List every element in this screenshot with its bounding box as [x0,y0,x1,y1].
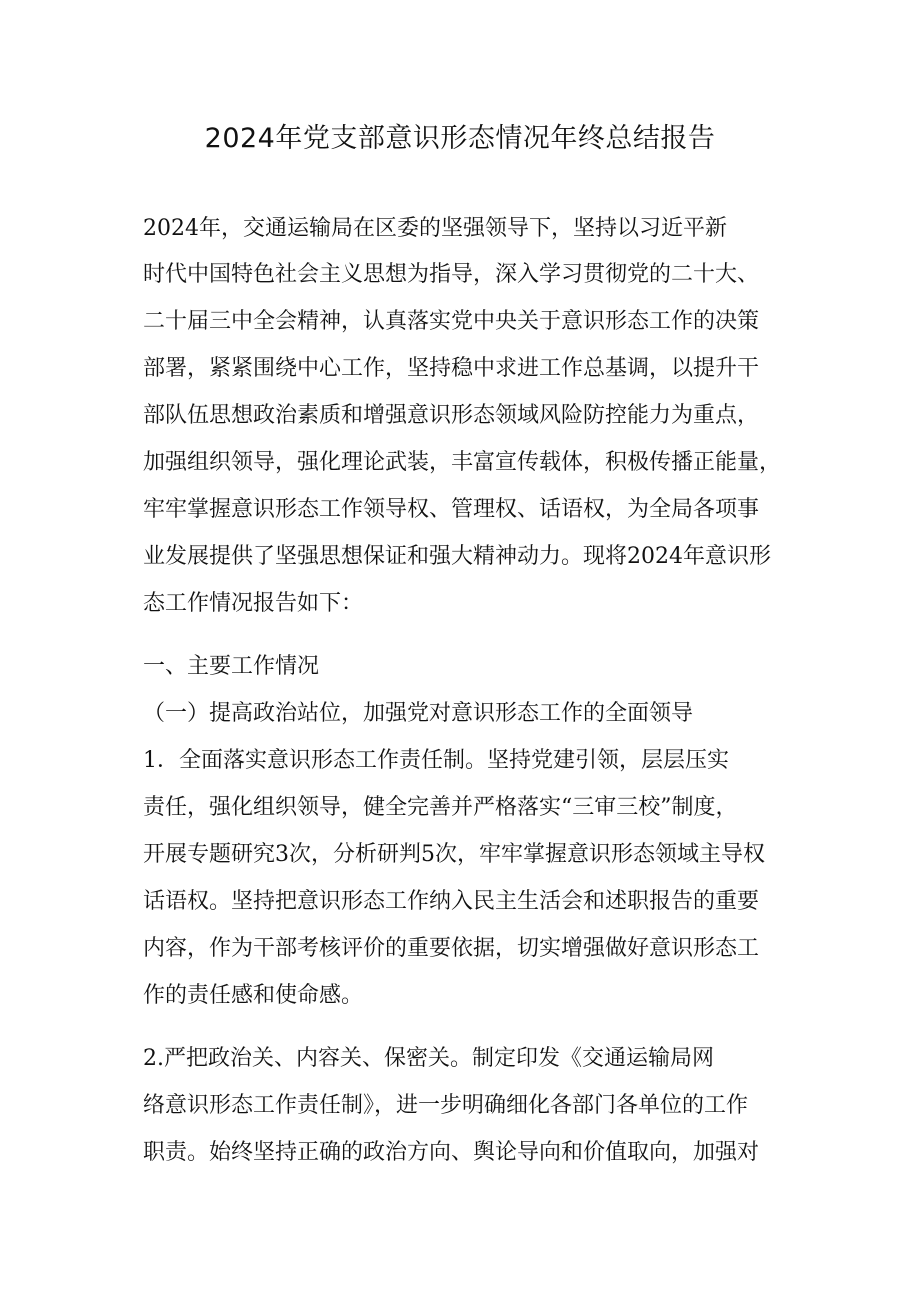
body-line-18: 2.严把政治关、内容关、保密关。制定印发《交通运输局网 [143,1046,714,1071]
section-heading-1: 一、主要工作情况 [143,654,320,679]
body-line-2: 时代中国特色社会主义思想为指导，深入学习贯彻党的二十大、 [143,262,760,287]
document-title: 2024年党支部意识形态情况年终总结报告 [204,123,716,154]
body-line-19: 络意识形态工作责任制》，进一步明确细化各部门各单位的工作 [143,1093,749,1118]
body-line-1: 2024年，交通运输局在区委的坚强领导下，坚持以习近平新 [143,216,727,241]
body-line-16: 内容，作为干部考核评价的重要依据，切实增强做好意识形态工 [143,936,760,961]
body-line-4: 部署，紧紧围绕中心工作，坚持稳中求进工作总基调，以提升干 [143,356,760,381]
body-line-9: 态工作情况报告如下： [143,591,364,616]
body-line-20: 职责。始终坚持正确的政治方向、舆论导向和价值取向，加强对 [143,1140,760,1165]
body-line-3: 二十届三中全会精神，认真落实党中央关于意识形态工作的决策 [143,309,760,334]
body-line-13: 责任，强化组织领导，健全完善并严格落实“三审三校”制度， [143,795,738,820]
body-line-8: 业发展提供了坚强思想保证和强大精神动力。现将2024年意识形 [143,544,771,569]
body-line-14: 开展专题研究3次，分析研判5次，牢牢掌握意识形态领域主导权 [143,842,765,867]
body-line-6: 加强组织领导，强化理论武装，丰富宣传载体，积极传播正能量， [143,450,782,475]
body-line-17: 作的责任感和使命感。 [143,983,364,1008]
body-line-5: 部队伍思想政治素质和增强意识形态领域风险防控能力为重点， [143,403,760,428]
body-line-7: 牢牢掌握意识形态工作领导权、管理权、话语权，为全局各项事 [143,497,760,522]
subsection-heading-1: （一）提高政治站位，加强党对意识形态工作的全面领导 [143,701,694,726]
body-line-12: 1．全面落实意识形态工作责任制。坚持党建引领，层层压实 [143,748,729,773]
body-line-15: 话语权。坚持把意识形态工作纳入民主生活会和述职报告的重要 [143,889,760,914]
